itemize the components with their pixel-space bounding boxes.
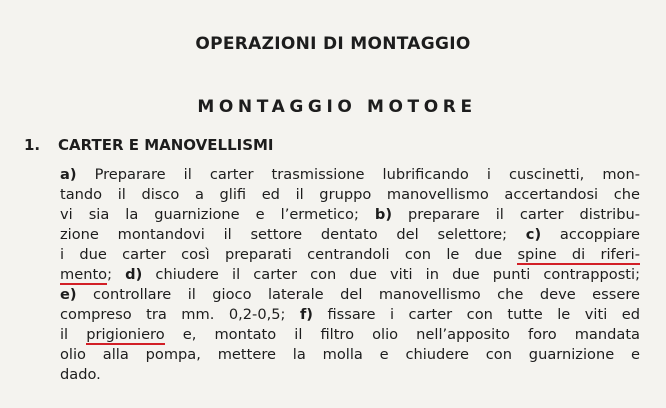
text-span: olio alla pompa, mettere la molla e chiudere con guarnizione e: [60, 346, 640, 363]
underlined-term: prigioniero: [86, 326, 165, 343]
text-span: vi sia la guarnizione e l’ermetico;: [60, 206, 375, 223]
text-span: zione montandovi il settore dentato del selettore;: [60, 226, 526, 243]
text-span: controllare il gioco laterale del manovellismo che deve essere: [76, 286, 640, 303]
text-line: [60, 265, 640, 285]
text-span: i due carter così preparati centrandoli con le due: [60, 246, 518, 263]
text-line: [60, 325, 640, 345]
page-subtitle: MONTAGGIO MOTORE: [197, 97, 477, 117]
text-span: tando il disco a glifi ed il gruppo manovellismo accertandosi che: [60, 186, 640, 203]
section-title: CARTER E MANOVELLISMI: [58, 136, 274, 154]
text-span: compreso tra mm. 0,2-0,5;: [60, 306, 300, 323]
text-span: il: [60, 326, 87, 343]
text-span: accoppiare: [541, 226, 640, 243]
page-title: OPERAZIONI DI MONTAGGIO: [195, 34, 471, 54]
text-span: e, montato il filtro olio nell’apposito foro mandata: [164, 326, 640, 343]
underlined-term: spine di riferi-: [517, 246, 640, 263]
body-paragraph: [60, 165, 640, 385]
text-span: fissare i carter con tutte le viti ed: [312, 306, 640, 323]
text-line: [60, 285, 640, 305]
section-number: 1.: [24, 136, 41, 154]
step-marker: d): [125, 266, 143, 283]
text-line: [60, 365, 640, 385]
section-heading: [24, 136, 274, 154]
text-line: [60, 245, 640, 265]
text-span: preparare il carter distribu-: [392, 206, 640, 223]
text-line: [60, 225, 640, 245]
text-span: ;: [107, 266, 126, 283]
underlined-term: mento: [60, 266, 108, 283]
step-marker: e): [60, 286, 77, 303]
step-marker: c): [525, 226, 542, 243]
text-line: [60, 305, 640, 325]
step-marker: a): [60, 166, 77, 183]
text-line: [60, 345, 640, 365]
step-marker: b): [374, 206, 393, 223]
text-span: dado.: [60, 366, 101, 383]
text-line: [60, 165, 640, 185]
step-marker: f): [299, 306, 313, 323]
text-line: [60, 205, 640, 225]
text-line: [60, 185, 640, 205]
text-span: chiudere il carter con due viti in due punti contrapposti;: [142, 266, 640, 283]
text-span: Preparare il carter trasmissione lubrificando i cuscinetti, mon-: [76, 166, 640, 183]
